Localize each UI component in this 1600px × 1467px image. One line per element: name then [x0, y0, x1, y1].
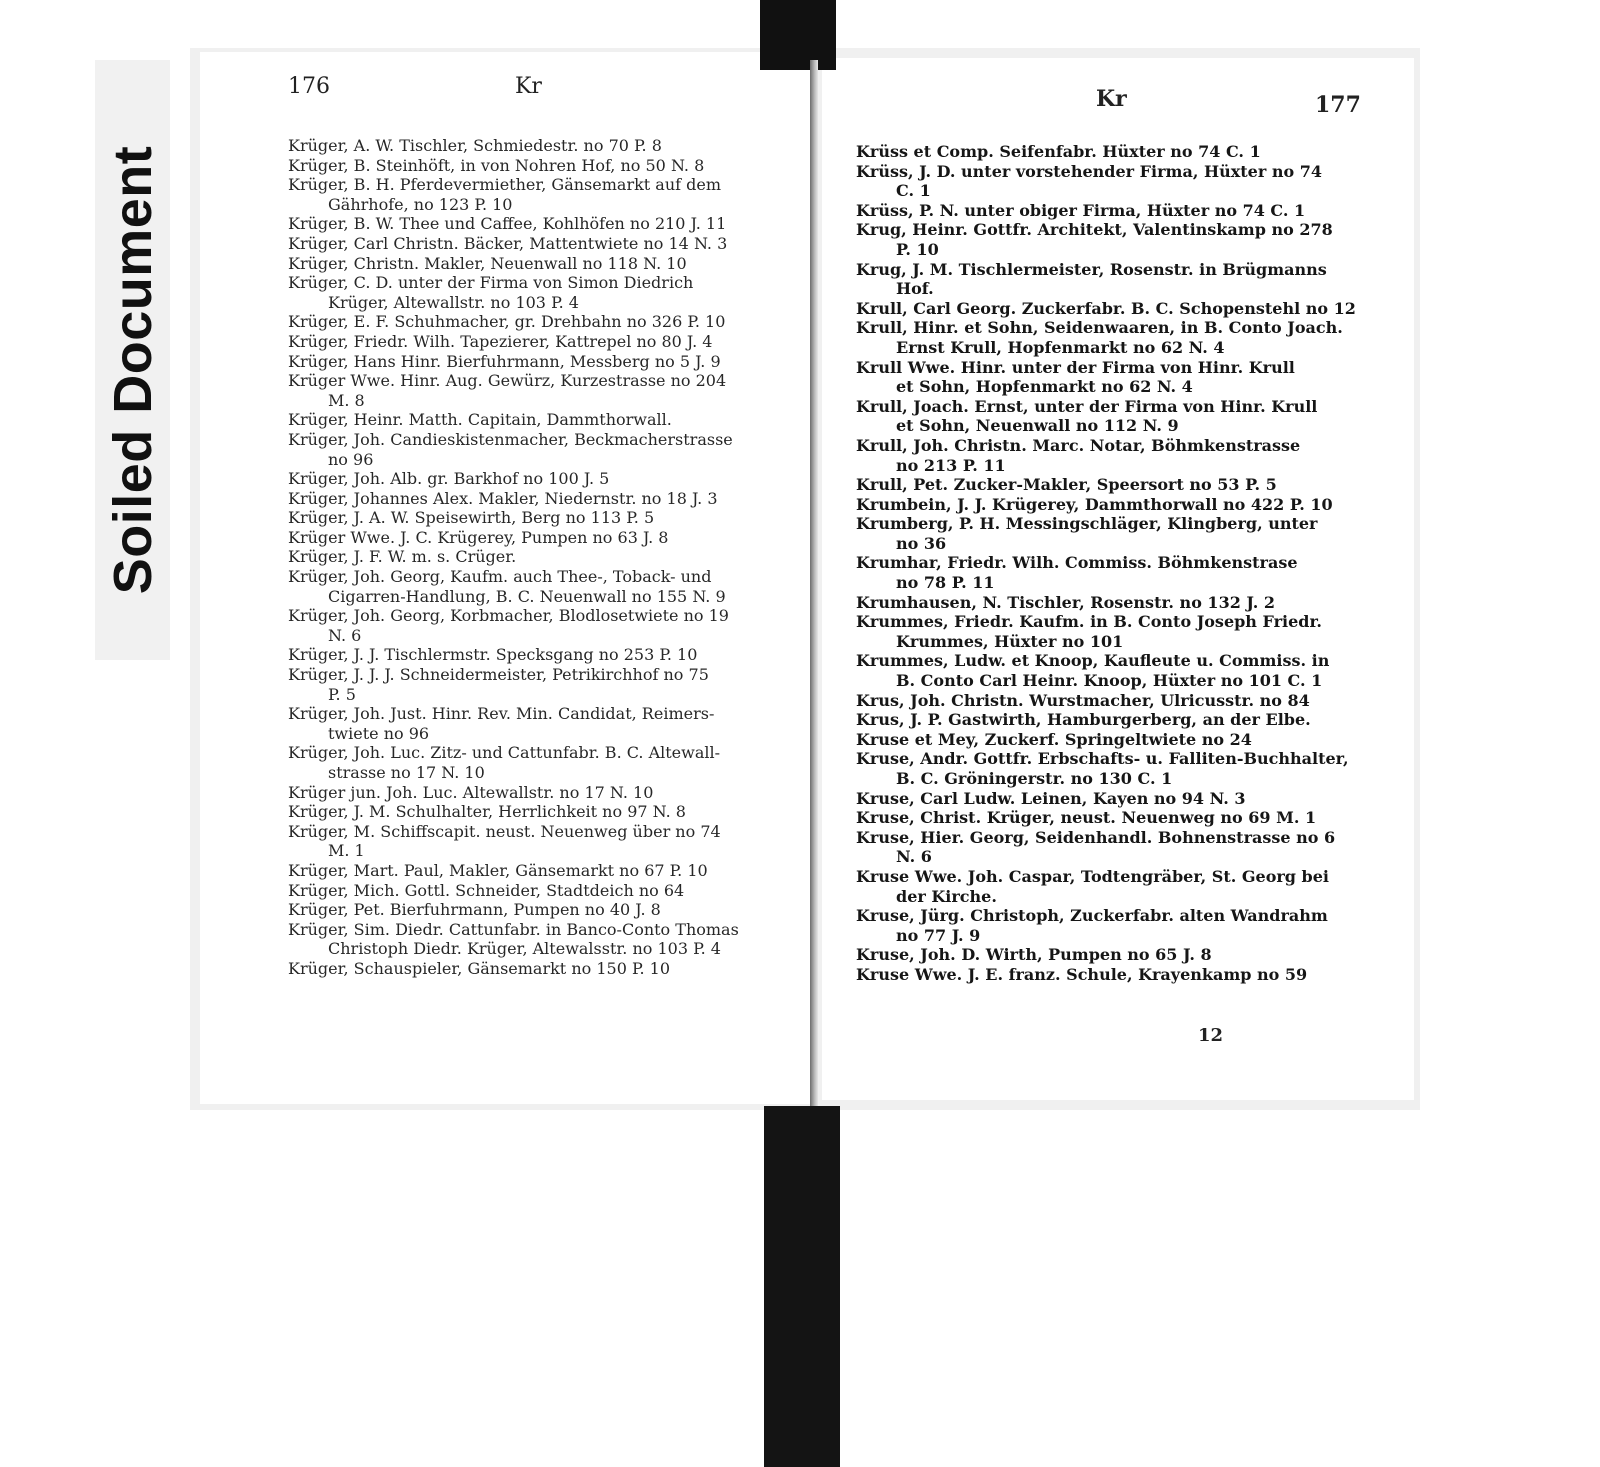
entry-line: Krüger, Joh. Georg, Korbmacher, Blodlosetwiete no 19 [288, 606, 729, 626]
directory-entry [288, 371, 788, 410]
directory-entry [288, 665, 788, 704]
directory-entry [288, 645, 788, 665]
entry-line: Krull Wwe. Hinr. unter der Firma von Hinr. Krull [856, 357, 1295, 377]
directory-entry [288, 332, 788, 352]
directory-entry [288, 273, 788, 312]
directory-entry [856, 867, 1356, 906]
directory-entry [288, 822, 788, 861]
directory-entry [856, 142, 1356, 162]
directory-entry [288, 489, 788, 509]
directory-entry [288, 920, 788, 959]
directory-entry [856, 691, 1356, 711]
entry-continuation: no 96 [328, 449, 374, 469]
entry-line: Krüger, Carl Christn. Bäcker, Mattentwiete no 14 N. 3 [288, 233, 728, 253]
entry-line: Krummes, Friedr. Kaufm. in B. Conto Joseph Friedr. [856, 612, 1322, 632]
directory-entry [856, 612, 1356, 651]
directory-entry [856, 495, 1356, 515]
entry-continuation: P. 5 [328, 684, 356, 704]
entry-line: Krüger, E. F. Schuhmacher, gr. Drehbahn no 326 P. 10 [288, 312, 726, 332]
entry-line: Krus, J. P. Gastwirth, Hamburgerberg, an der Elbe. [856, 710, 1311, 730]
directory-entry [288, 606, 788, 645]
directory-entry [288, 312, 788, 332]
entry-line: Krüger, Schauspieler, Gänsemarkt no 150 P. 10 [288, 958, 671, 978]
entry-line: Kruse, Carl Ludw. Leinen, Kayen no 94 N. 3 [856, 788, 1246, 808]
directory-entry [288, 900, 788, 920]
entry-line: Krüger, B. H. Pferdevermiether, Gänsemarkt auf dem [288, 175, 722, 195]
entry-continuation: Ernst Krull, Hopfenmarkt no 62 N. 4 [896, 337, 1225, 357]
directory-entry [856, 789, 1356, 809]
entry-line: Krüss, J. D. unter vorstehender Firma, Hüxter no 74 [856, 161, 1322, 181]
soiled-document-stamp: Soiled Document [103, 145, 163, 595]
entry-continuation: et Sohn, Neuenwall no 112 N. 9 [896, 416, 1179, 436]
entry-continuation: no 36 [896, 533, 947, 553]
entry-line: Kruse, Hier. Georg, Seidenhandl. Bohnenstrasse no 6 [856, 827, 1336, 847]
entry-line: Krüger, Mich. Gottl. Schneider, Stadtdeich no 64 [288, 880, 685, 900]
directory-entry [288, 567, 788, 606]
directory-entry [288, 136, 788, 156]
entry-line: Krumberg, P. H. Messingschläger, Klingberg, unter [856, 514, 1318, 534]
directory-entry [856, 220, 1356, 259]
entry-line: Krüger, J. A. W. Speisewirth, Berg no 113 P. 5 [288, 508, 655, 528]
entry-continuation: Krummes, Hüxter no 101 [896, 631, 1124, 651]
entry-continuation: Krüger, Altewallstr. no 103 P. 4 [328, 292, 579, 312]
entry-line: Krull, Carl Georg. Zuckerfabr. B. C. Schopenstehl no 12 [856, 298, 1356, 318]
entry-continuation: der Kirche. [896, 886, 997, 906]
directory-entry [856, 730, 1356, 750]
entry-line: Krüger, B. Steinhöft, in von Nohren Hof, no 50 N. 8 [288, 155, 705, 175]
entry-continuation: M. 1 [328, 841, 365, 861]
directory-entry [856, 945, 1356, 965]
directory-entry [288, 508, 788, 528]
entry-line: Krüger, J. M. Schulhalter, Herrlichkeit no 97 N. 8 [288, 802, 686, 822]
directory-entry [856, 651, 1356, 690]
entry-line: Kruse, Joh. D. Wirth, Pumpen no 65 J. 8 [856, 945, 1212, 965]
directory-entry [288, 254, 788, 274]
entry-line: Krull, Joh. Christn. Marc. Notar, Böhmkenstrasse [856, 435, 1301, 455]
directory-entry [856, 808, 1356, 828]
entry-line: Krull, Hinr. et Sohn, Seidenwaaren, in B. Conto Joach. [856, 318, 1343, 338]
entry-line: Krüger, A. W. Tischler, Schmiedestr. no 70 P. 8 [288, 136, 662, 155]
entry-line: Krumhausen, N. Tischler, Rosenstr. no 132 J. 2 [856, 592, 1275, 612]
directory-entry [856, 260, 1356, 299]
directory-entry [856, 710, 1356, 730]
entry-line: Krumhar, Friedr. Wilh. Commiss. Böhmkenstrase [856, 553, 1298, 573]
entry-line: Krüger, Johannes Alex. Makler, Niedernstr. no 18 J. 3 [288, 488, 718, 508]
entry-line: Krüger, Joh. Just. Hinr. Rev. Min. Candidat, Reimers- [288, 704, 715, 724]
book-gutter [810, 60, 818, 1108]
signature-mark: 12 [1198, 1025, 1224, 1046]
directory-entry [288, 704, 788, 743]
entry-line: Krüger, Joh. Alb. gr. Barkhof no 100 J. 5 [288, 469, 610, 489]
directory-entry [856, 514, 1356, 553]
entry-line: Krüger Wwe. J. C. Krügerey, Pumpen no 63 J. 8 [288, 527, 669, 547]
directory-entry [856, 436, 1356, 475]
entry-continuation: strasse no 17 N. 10 [328, 763, 485, 782]
left-running-head: Kr [515, 74, 542, 99]
right-running-head: Kr [1096, 86, 1127, 112]
entry-continuation: C. 1 [896, 181, 931, 201]
entry-line: Krüger, Hans Hinr. Bierfuhrmann, Messberg no 5 J. 9 [288, 351, 721, 371]
entry-line: Kruse Wwe. J. E. franz. Schule, Krayenkamp no 59 [856, 964, 1308, 984]
entry-line: Krull, Pet. Zucker-Makler, Speersort no 53 P. 5 [856, 475, 1277, 495]
directory-entry [856, 553, 1356, 592]
directory-entry [288, 214, 788, 234]
directory-entry [288, 234, 788, 254]
directory-entry [856, 201, 1356, 221]
right-page-number: 177 [1315, 92, 1361, 118]
entry-continuation: N. 6 [328, 625, 362, 645]
entry-line: Krull, Joach. Ernst, unter der Firma von Hinr. Krull [856, 396, 1318, 416]
entry-continuation: no 78 P. 11 [896, 573, 995, 593]
directory-entry [288, 469, 788, 489]
directory-entry [288, 156, 788, 176]
entry-continuation: B. Conto Carl Heinr. Knoop, Hüxter no 101 C. 1 [896, 671, 1323, 691]
entry-line: Krüss et Comp. Seifenfabr. Hüxter no 74 C. 1 [856, 142, 1261, 161]
entry-line: Krüger, Heinr. Matth. Capitain, Dammthorwall. [288, 410, 672, 430]
entry-line: Kruse, Jürg. Christoph, Zuckerfabr. alten Wandrahm [856, 906, 1328, 926]
entry-line: Kruse et Mey, Zuckerf. Springeltwiete no 24 [856, 729, 1252, 749]
entry-continuation: Gährhofe, no 123 P. 10 [328, 194, 513, 214]
entry-line: Krüger, M. Schiffscapit. neust. Neuenweg über no 74 [288, 821, 721, 841]
directory-entry [288, 959, 788, 979]
directory-entry [288, 743, 788, 782]
entry-line: Kruse, Christ. Krüger, neust. Neuenweg no 69 M. 1 [856, 808, 1317, 828]
directory-entry [856, 162, 1356, 201]
left-page-number: 176 [288, 74, 330, 99]
right-entry-list [856, 142, 1356, 985]
directory-entry [856, 475, 1356, 495]
entry-line: Krüger, C. D. unter der Firma von Simon Diedrich [288, 273, 694, 293]
entry-continuation: Hof. [896, 279, 934, 299]
entry-line: Krüger, Mart. Paul, Makler, Gänsemarkt no 67 P. 10 [288, 860, 708, 880]
entry-continuation: Christoph Diedr. Krüger, Altewalsstr. no 103 P. 4 [328, 939, 721, 959]
directory-entry [288, 352, 788, 372]
directory-entry [856, 299, 1356, 319]
directory-entry [856, 749, 1356, 788]
entry-line: Krüger jun. Joh. Luc. Altewallstr. no 17 N. 10 [288, 782, 654, 802]
entry-line: Krüger, J. J. J. Schneidermeister, Petrikirchhof no 75 [288, 665, 709, 685]
entry-line: Krüger, Friedr. Wilh. Tapezierer, Kattrepel no 80 J. 4 [288, 331, 713, 351]
entry-line: Krumbein, J. J. Krügerey, Dammthorwall no 422 P. 10 [856, 494, 1333, 514]
directory-entry [288, 547, 788, 567]
entry-continuation: N. 6 [896, 847, 932, 867]
entry-line: Krüger, J. F. W. m. s. Crüger. [288, 547, 517, 567]
entry-line: Krug, Heinr. Gottfr. Architekt, Valentinskamp no 278 [856, 220, 1333, 240]
directory-entry [856, 397, 1356, 436]
left-entry-list [288, 136, 788, 979]
directory-entry [856, 593, 1356, 613]
directory-entry [856, 965, 1356, 985]
entry-line: Krus, Joh. Christn. Wurstmacher, Ulricusstr. no 84 [856, 690, 1310, 710]
directory-entry [856, 318, 1356, 357]
entry-line: Krüger Wwe. Hinr. Aug. Gewürz, Kurzestrasse no 204 [288, 371, 727, 391]
directory-entry [288, 430, 788, 469]
entry-line: Kruse Wwe. Joh. Caspar, Todtengräber, St. Georg bei [856, 866, 1329, 886]
entry-line: Krüss, P. N. unter obiger Firma, Hüxter no 74 C. 1 [856, 200, 1306, 220]
directory-entry [288, 528, 788, 548]
directory-entry [288, 881, 788, 901]
directory-entry [288, 802, 788, 822]
gutter-shadow-bottom [764, 1106, 840, 1467]
entry-continuation: et Sohn, Hopfenmarkt no 62 N. 4 [896, 377, 1193, 397]
directory-entry [288, 861, 788, 881]
entry-line: Krüger, Pet. Bierfuhrmann, Pumpen no 40 J. 8 [288, 900, 661, 920]
entry-line: Krüger, Sim. Diedr. Cattunfabr. in Banco-Conto Thomas [288, 919, 739, 939]
directory-entry [288, 175, 788, 214]
entry-line: Kruse, Andr. Gottfr. Erbschafts- u. Falliten-Buchhalter, [856, 749, 1349, 769]
entry-continuation: twiete no 96 [328, 723, 430, 743]
entry-line: Krummes, Ludw. et Knoop, Kaufleute u. Commiss. in [856, 651, 1330, 671]
entry-line: Krüger, Joh. Georg, Kaufm. auch Thee-, Toback- und [288, 567, 712, 587]
entry-line: Krüger, Joh. Candieskistenmacher, Beckmacherstrasse [288, 429, 733, 449]
entry-continuation: no 77 J. 9 [896, 925, 981, 945]
entry-continuation: M. 8 [328, 390, 365, 410]
entry-line: Krüger, Christn. Makler, Neuenwall no 118 N. 10 [288, 253, 687, 273]
directory-entry [288, 783, 788, 803]
entry-line: Krug, J. M. Tischlermeister, Rosenstr. in Brügmanns [856, 259, 1327, 279]
entry-line: Krüger, B. W. Thee und Caffee, Kohlhöfen no 210 J. 11 [288, 214, 727, 234]
directory-entry [856, 828, 1356, 867]
entry-line: Krüger, Joh. Luc. Zitz- und Cattunfabr. B. C. Altewall- [288, 743, 721, 763]
directory-entry [288, 410, 788, 430]
entry-continuation: P. 10 [896, 239, 939, 259]
entry-continuation: no 213 P. 11 [896, 455, 1006, 475]
directory-entry [856, 906, 1356, 945]
entry-continuation: B. C. Gröningerstr. no 130 C. 1 [896, 769, 1173, 788]
gutter-shadow-top [760, 0, 836, 70]
entry-continuation: Cigarren-Handlung, B. C. Neuenwall no 155 N. 9 [328, 586, 726, 606]
entry-line: Krüger, J. J. Tischlermstr. Specksgang no 253 P. 10 [288, 645, 698, 665]
directory-entry [856, 358, 1356, 397]
